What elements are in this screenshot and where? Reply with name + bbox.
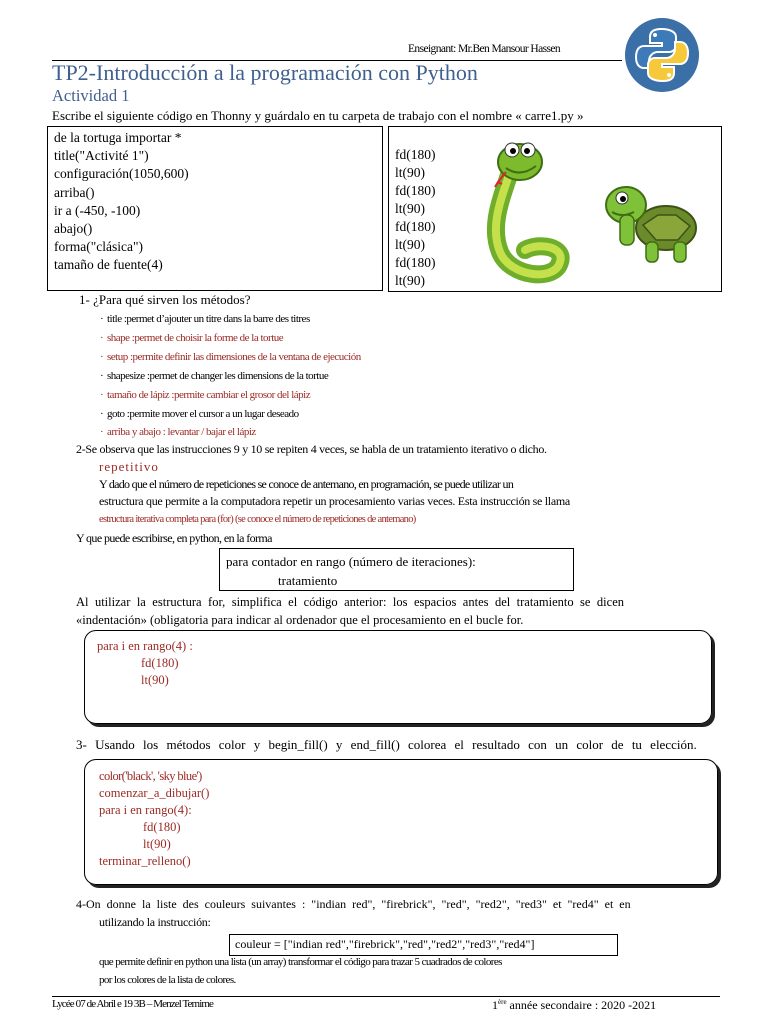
paragraph: Y que puede escribirse, en python, en la forma [76,531,272,545]
code-box [47,126,383,291]
python-logo-icon [624,17,700,93]
question-1: 1- ¿Para qué sirven los métodos? [79,292,251,307]
for-syntax-box [219,548,574,591]
code-line: lt(90) [395,237,425,252]
question-3: 3- Usando los métodos color y begin_fill() y end_fill() colorea el resultado con un color de tu elección. [76,737,697,752]
paragraph: Al utilizar la estructura for, simplifica el código anterior: los espacios antes del tratamiento se dicen «indentación» (obligatoria para indicar al ordenador que el procesamiento en el bucle for. [76,595,624,627]
code-line: para i en rango(4): [99,803,192,817]
answer-list-1 [100,310,361,442]
code-line: abajo() [54,221,93,237]
code-line: configuración(1050,600) [54,166,189,182]
paragraph: estructura que permite a la computadora repetir un procesamiento varias veces. Esta instrucción se llama [99,494,570,508]
code-line: fd(180) [141,656,179,670]
question-4: 4-On donne la liste des couleurs suivantes : "indian red", "firebrick", "red", "red2", "red3" et "red4" et en [76,897,631,911]
paragraph: Y dado que el número de repeticiones se conoce de antemano, en programación, se puede utilizar un [99,477,514,491]
code-line: fd(180) [395,147,436,162]
code-line: forma("clásica") [54,239,143,255]
code-line: lt(90) [143,837,171,851]
list-item: · shapesize :permet de changer les dimensions de la tortue [100,369,329,382]
answer-code-3 [99,768,209,870]
code-line: fd(180) [395,219,436,234]
code-line: fd(180) [143,820,181,834]
list-item: · tamaño de lápiz :permite cambiar el grosor del lápiz [100,388,311,401]
code-line: lt(90) [395,165,425,180]
answer-repetitivo: repetitivo [99,459,159,474]
code-line: ir a (-450, -100) [54,202,141,218]
code-line: fd(180) [395,183,436,198]
code-line: color('black', 'sky blue') [99,769,202,783]
code-line: lt(90) [395,201,425,216]
activity-subtitle: Actividad 1 [52,86,130,105]
teacher-name: Enseignant: Mr.Ben Mansour Hassen [408,43,561,55]
code-line: title("Activité 1") [54,148,149,164]
answer-structure: estructura iterativa completa para (for) (se conoce el número de repeticiones de antemano) [99,514,416,525]
list-item: · title :permet d’ajouter un titre dans la barre des titres [100,313,310,325]
turtle-illustration-icon [598,170,700,270]
code-line: arriba() [54,184,95,200]
for-syntax-body: tratamiento [278,573,338,588]
intro-text: Escribe el siguiente código en Thonny y guárdalo en tu carpeta de trabajo con el nombre « carre1.py » [52,108,584,123]
list-item: · shape :permet de choisir la forme de la tortue [100,331,284,344]
code-line: fd(180) [395,255,436,270]
school-name: Lycée 07 de Abril e 19 3B – Menzel Temime [52,998,213,1010]
snake-illustration-icon [470,132,570,287]
color-list-box: couleur = ["indian red","firebrick","red","red2","red3","red4"] [229,934,618,956]
picture-code [395,146,436,290]
paragraph: por los colores de la lista de colores. [99,974,236,986]
page-title: TP2-Introducción a la programación con Python [52,60,478,85]
list-item: · arriba y abajo : levantar / bajar el lápiz [100,426,256,439]
question-2-text: 2-Se observa que las instrucciones 9 y 10 se repiten 4 veces, se habla de un tratamiento iterativo o dicho. [76,442,547,456]
code-line: tamaño de fuente(4) [54,257,163,273]
code-line: terminar_relleno() [99,854,191,868]
paragraph: utilizando la instrucción: [99,915,211,929]
paragraph: que permite definir en python una lista (un array) transformar el código para trazar 5 cuadrados de colores [99,956,502,968]
list-item: · setup :permite definir las dimensiones de la ventana de ejecución [100,350,361,363]
answer-code-2 [97,638,193,689]
code-line: para i en rango(4) : [97,639,193,653]
for-syntax-line: para contador en rango (número de iteraciones): [226,554,476,569]
code-line: lt(90) [395,273,425,288]
code-line: lt(90) [141,673,169,687]
footer-divider [52,996,720,997]
list-item: · goto :permite mover el cursor a un lugar deseado [100,407,299,420]
code-line: comenzar_a_dibujar() [99,786,210,800]
code-line: de la tortuga importar * [54,130,182,145]
school-year: 1ère année secondaire : 2020 -2021 [492,998,657,1012]
